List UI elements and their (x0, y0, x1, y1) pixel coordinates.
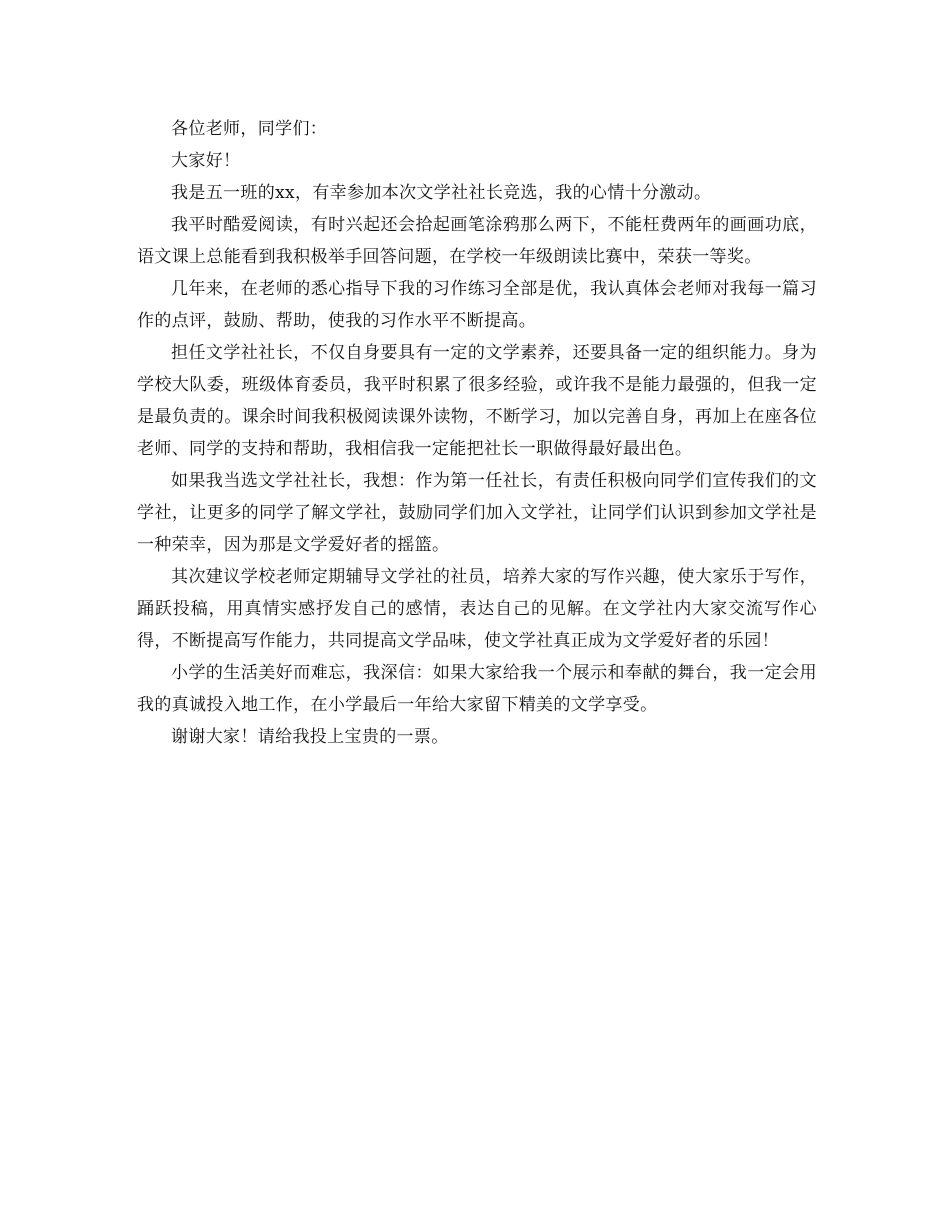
paragraph-closing: 谢谢大家！请给我投上宝贵的一票。 (171, 727, 449, 747)
paragraph-qualifications: 担任文学社社长，不仅自身要具有一定的文学素养，还要具备一定的组织能力。身为学校大队委，班级体育委员，我平时积累了很多经验，或许我不是能力最强的，但我一定是最负责的。课余时间我积极阅读课外读物，不断学习，加以完善自身，再加上在座各位老师、同学的支持和帮助，我相信我一定能把社长一职做得最好最出色。 (137, 343, 817, 459)
paragraph-commitment: 小学的生活美好而难忘，我深信：如果大家给我一个展示和奉献的舞台，我一定会用我的真诚投入地工作，在小学最后一年给大家留下精美的文学享受。 (137, 663, 817, 715)
paragraph-plan-guidance: 其次建议学校老师定期辅导文学社的社员，培养大家的写作兴趣，使大家乐于写作，踊跃投稿，用真情实感抒发自己的感情，表达自己的见解。在文学社内大家交流写作心得，不断提高写作能力，共同提高文学品味，使文学社真正成为文学爱好者的乐园！ (137, 567, 817, 651)
document-body (137, 113, 817, 753)
paragraph-writing-progress: 几年来，在老师的悉心指导下我的习作练习全部是优，我认真体会老师对我每一篇习作的点评，鼓励、帮助，使我的习作水平不断提高。 (137, 279, 817, 331)
paragraph-plan-promotion: 如果我当选文学社社长，我想：作为第一任社长，有责任积极向同学们宣传我们的文学社，让更多的同学了解文学社，鼓励同学们加入文学社，让同学们认识到参加文学社是一种荣幸，因为那是文学爱好者的摇篮。 (137, 471, 817, 555)
paragraph-greeting: 各位老师，同学们： (171, 119, 328, 139)
paragraph-hello: 大家好！ (171, 151, 241, 171)
paragraph-hobbies: 我平时酷爱阅读，有时兴起还会拾起画笔涂鸦那么两下，不能枉费两年的画画功底，语文课上总能看到我积极举手回答问题，在学校一年级朗读比赛中，荣获一等奖。 (137, 215, 817, 267)
paragraph-intro: 我是五一班的xx，有幸参加本次文学社社长竞选，我的心情十分激动。 (171, 183, 712, 203)
